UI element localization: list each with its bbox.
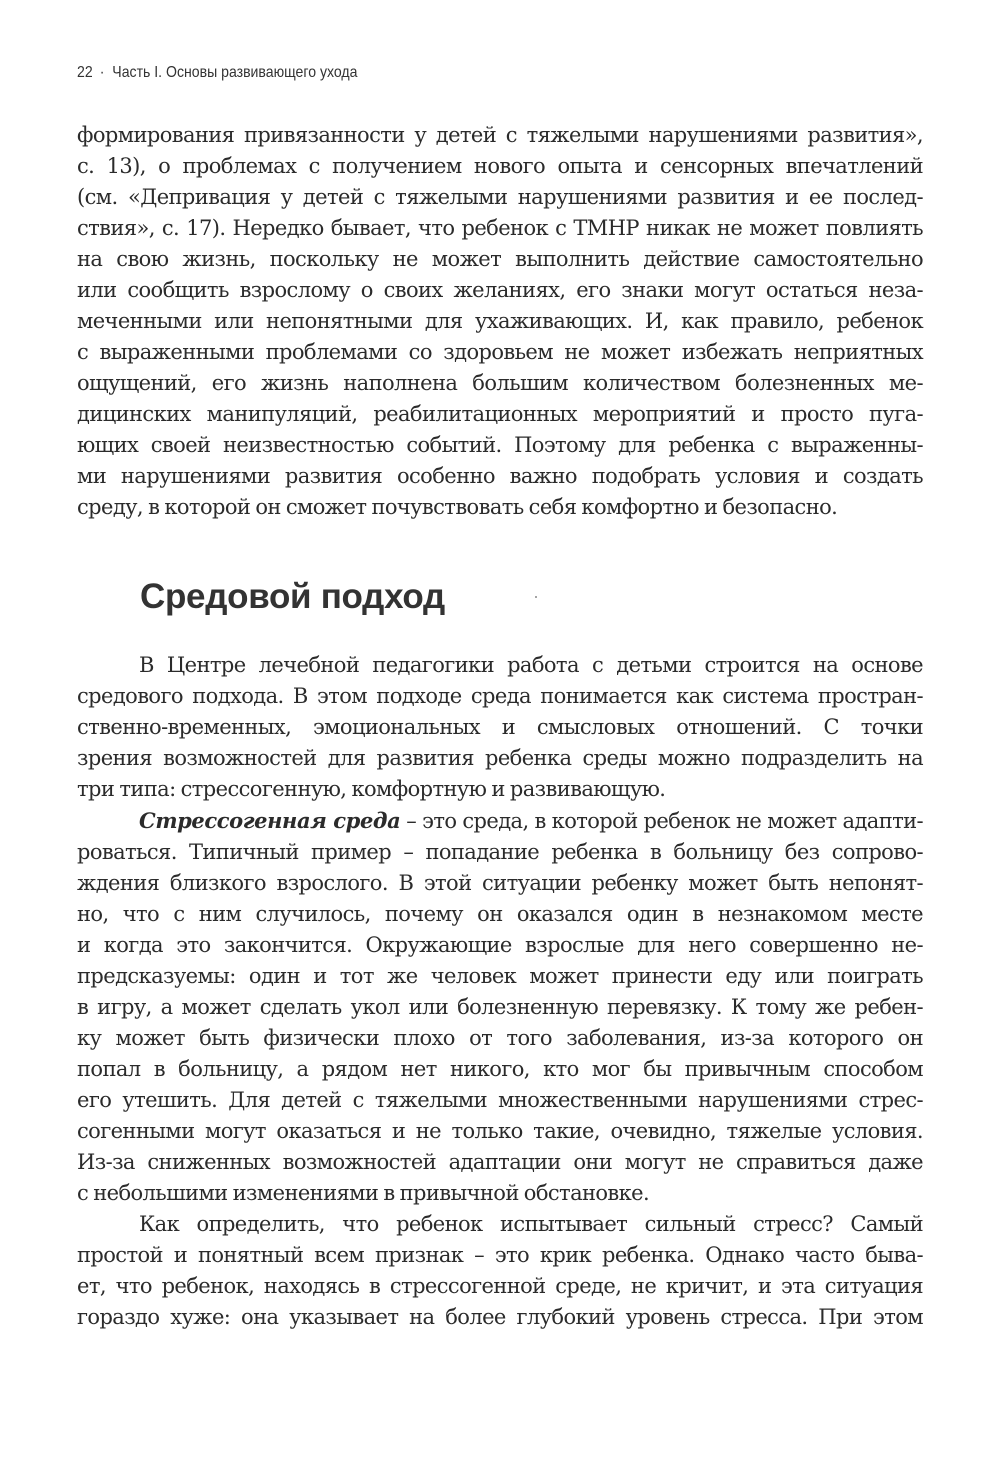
text-line — [77, 805, 923, 837]
defined-term: Стрессогенная среда — [139, 808, 401, 833]
text-line: ет, что ребенок, находясь в стрессогенной среде, не кричит, и эта ситуация — [77, 1274, 923, 1298]
text-line: дицинских манипуляций, реабилитационных мероприятий и просто пуга- — [77, 402, 923, 426]
text-line: с. 13), о проблемах с получением нового опыта и сенсорных впечатлений — [77, 154, 923, 178]
text-line: но, что с ним случилось, почему он оказался один в незнакомом месте — [77, 902, 923, 926]
text-line: в игру, а может сделать укол или болезненную перевязку. К тому же ребен- — [77, 995, 923, 1019]
text-line: формирования привязанности у детей с тяжелыми нарушениями развития», — [77, 123, 923, 147]
text-line: согенными могут оказаться и не только такие, очевидно, тяжелые условия. — [77, 1119, 923, 1143]
text-line: с небольшими изменениями в привычной обстановке. — [77, 1181, 650, 1205]
text-line: его утешить. Для детей с тяжелыми множественными нарушениями стрес- — [77, 1088, 923, 1112]
text-line: ждения близкого взрослого. В этой ситуации ребенку может быть непонят- — [77, 871, 923, 895]
text-fragment: – это среда, в которой ребенок не может адапти- — [400, 809, 924, 833]
section-body — [77, 650, 923, 1333]
text-line: средового подхода. В этом подходе среда понимается как система простран- — [77, 684, 923, 708]
text-line: среду, в которой он сможет почувствовать себя комфортно и безопасно. — [77, 495, 838, 519]
text-line: В Центре лечебной педагогики работа с детьми строится на основе — [139, 653, 923, 677]
text-line: ми нарушениями развития особенно важно подобрать условия и создать — [77, 464, 923, 488]
text-line: ющих своей неизвестностью событий. Поэтому для ребенка с выраженны- — [77, 433, 923, 457]
print-speck — [535, 596, 537, 598]
paragraph-stress-signs — [77, 1209, 923, 1333]
text-line: меченными или непонятными для ухаживающих. И, как правило, ребенок — [77, 309, 923, 333]
running-header — [77, 64, 357, 82]
header-separator: · — [99, 64, 105, 81]
text-line: с выраженными проблемами со здоровьем не может избежать неприятных — [77, 340, 923, 364]
text-line: и когда это закончится. Окружающие взрослые для него совершенно не- — [77, 933, 923, 957]
text-line: гораздо хуже: она указывает на более глубокий уровень стресса. При этом — [77, 1305, 923, 1329]
text-line: зрения возможностей для развития ребенка среды можно подразделить на — [77, 746, 923, 770]
text-line: роваться. Типичный пример – попадание ребенка в больницу без сопрово- — [77, 840, 923, 864]
text-line: три типа: стрессогенную, комфортную и развивающую. — [77, 777, 666, 801]
text-line: ку может быть физически плохо от того заболевания, из-за которого он — [77, 1026, 923, 1050]
running-title: Часть I. Основы развивающего ухода — [112, 64, 358, 81]
page-number: 22 — [77, 64, 93, 81]
text-line: на свою жизнь, поскольку не может выполнить действие самостоятельно — [77, 247, 923, 271]
text-line: предсказуемы: один и тот же человек может принести еду или поиграть — [77, 964, 923, 988]
text-line: или сообщить взрослому о своих желаниях, его знаки могут остаться неза- — [77, 278, 923, 302]
text-line: Из-за сниженных возможностей адаптации они могут не справиться даже — [77, 1150, 923, 1174]
text-line: ствия», с. 17). Нередко бывает, что ребенок с ТМНР никак не может повлиять — [77, 216, 923, 240]
paragraph-stressful-environment — [77, 805, 923, 1209]
text-line: простой и понятный всем признак – это крик ребенка. Однако часто быва- — [77, 1243, 923, 1267]
section-heading: Средовой подход — [140, 577, 445, 616]
paragraph-environment-approach — [77, 650, 923, 805]
text-line: попал в больницу, а рядом нет никого, кто мог бы привычным способом — [77, 1057, 923, 1081]
intro-paragraph — [77, 120, 923, 523]
text-line: (см. «Депривация у детей с тяжелыми нарушениями развития и ее послед- — [77, 185, 923, 209]
text-line: Как определить, что ребенок испытывает сильный стресс? Самый — [139, 1212, 923, 1236]
text-line: ственно-временных, эмоциональных и смысловых отношений. С точки — [77, 715, 923, 739]
text-line: ощущений, его жизнь наполнена большим количеством болезненных ме- — [77, 371, 923, 395]
